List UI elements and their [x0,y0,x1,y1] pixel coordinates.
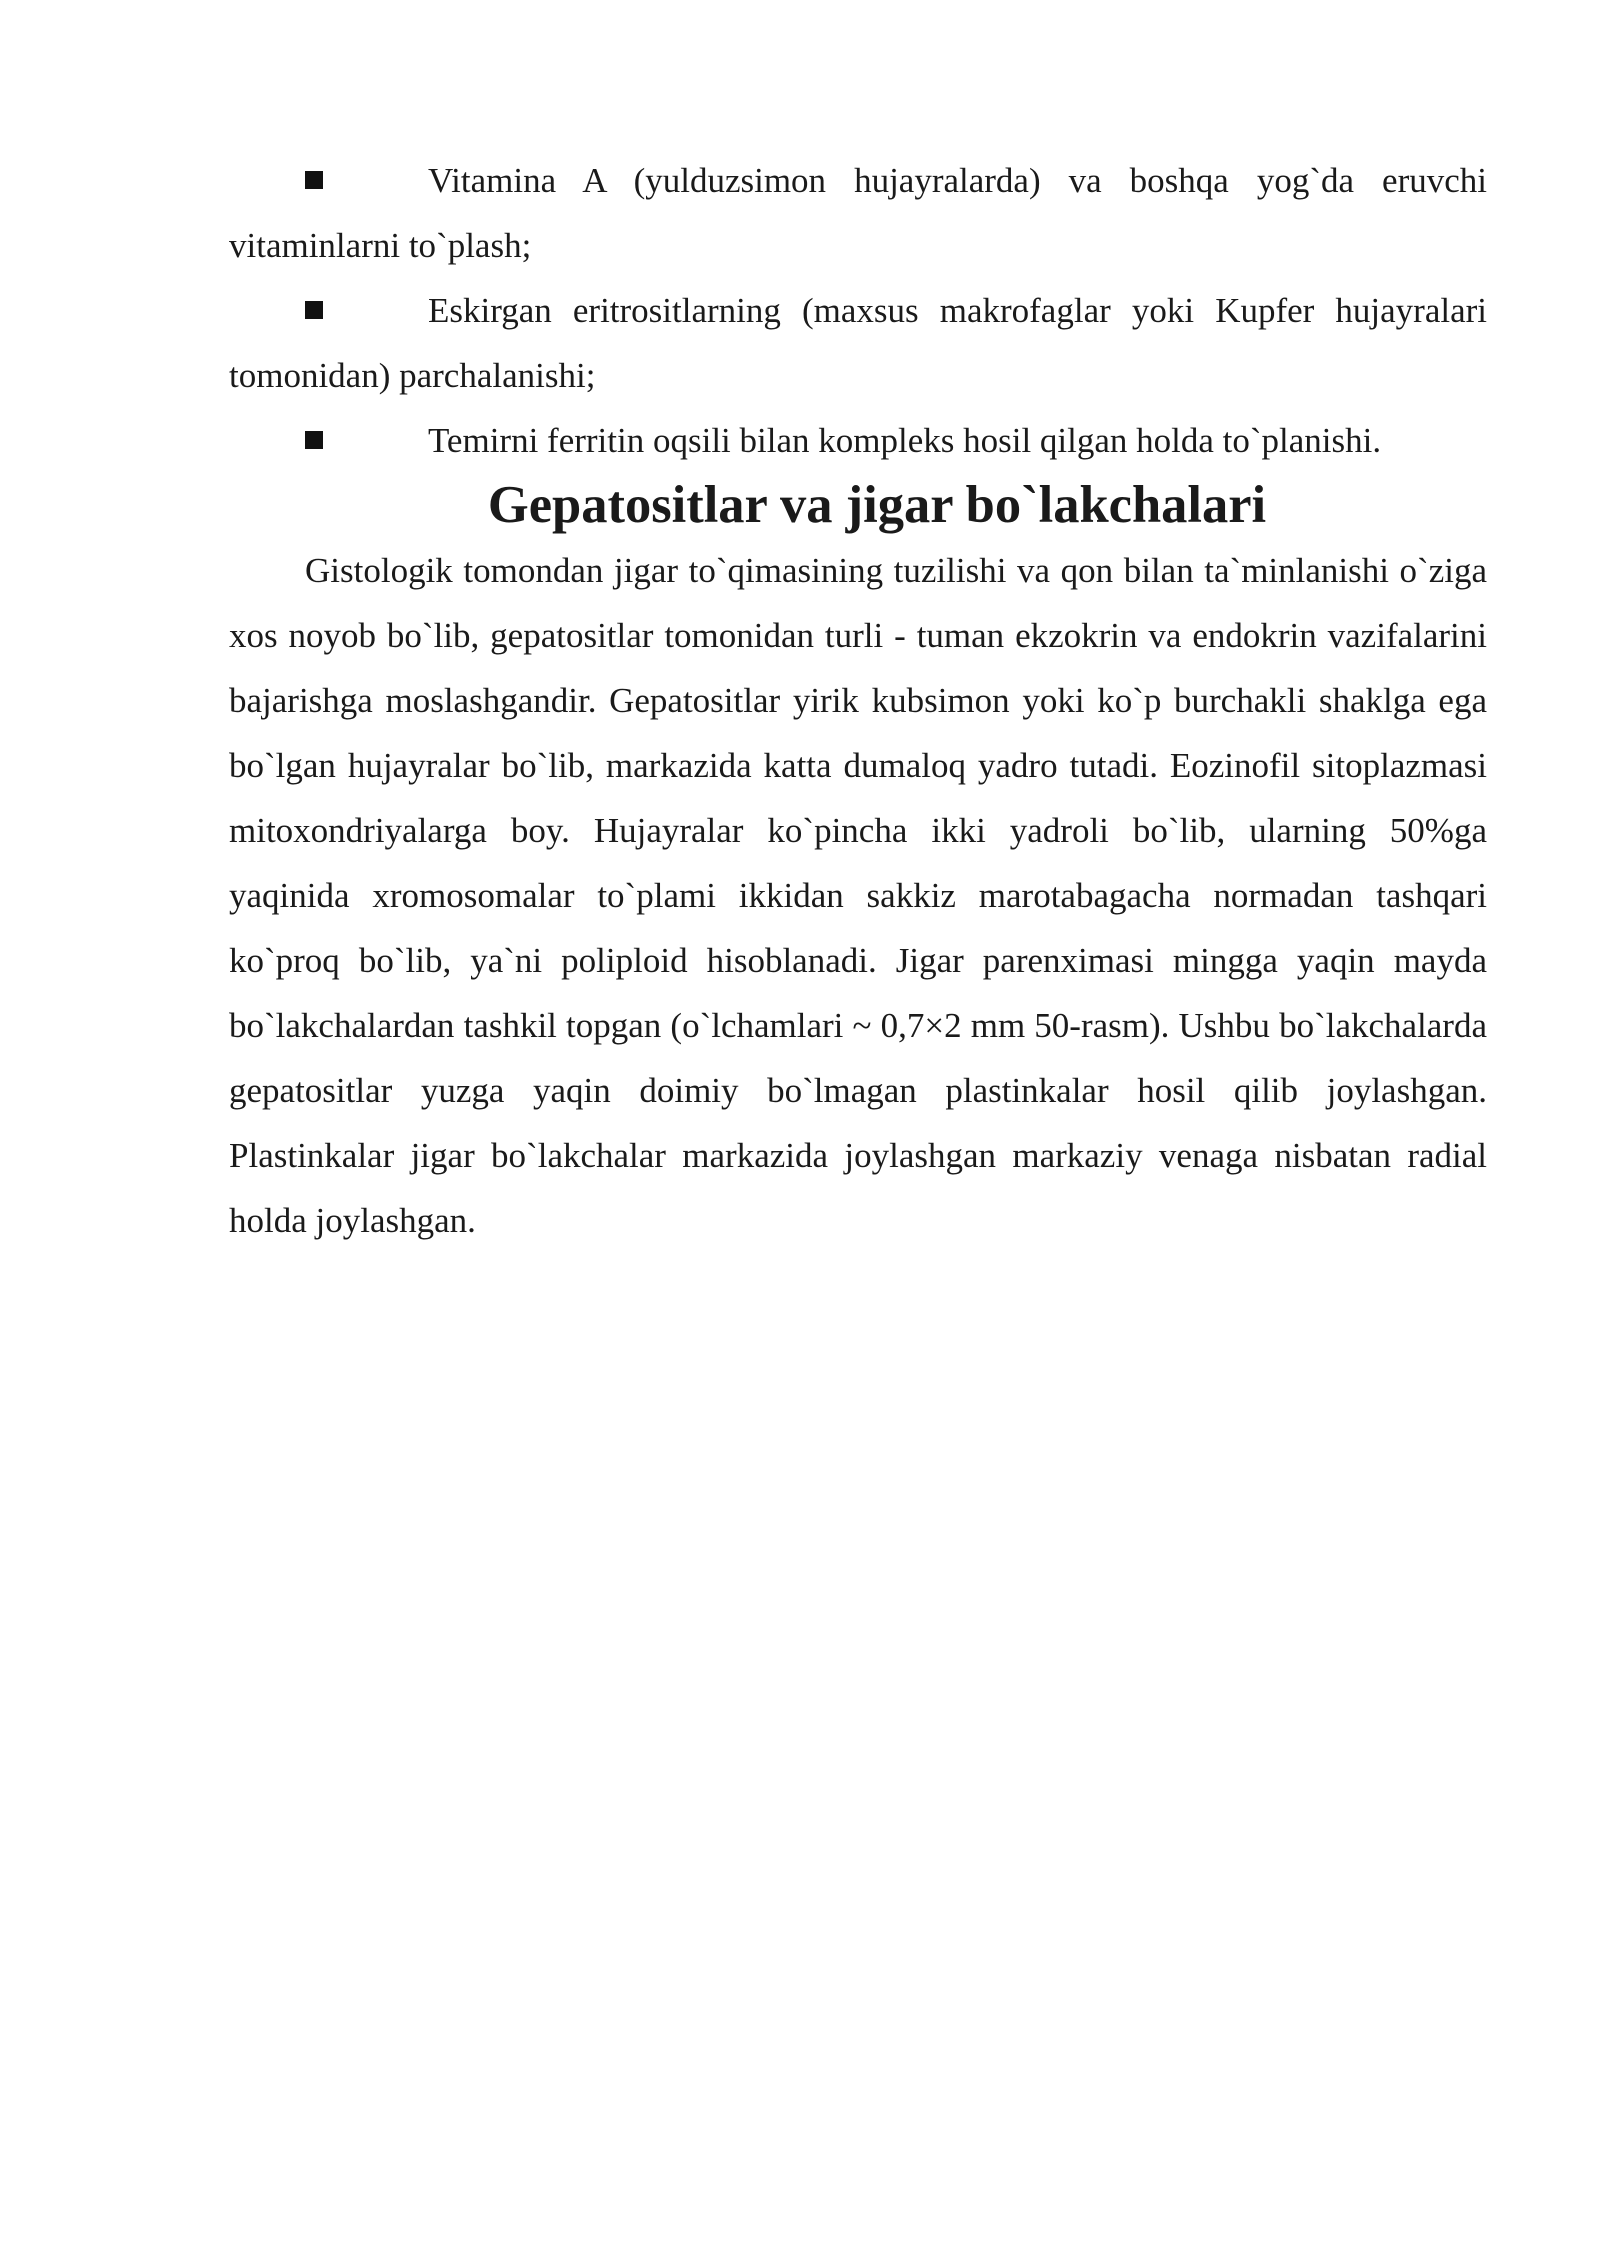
list-item-text: Vitamina A (yulduzsimon hujayralarda) va boshqa yog`da eruvchi vitaminlarni to`plash; [229,161,1487,265]
square-bullet-icon [305,301,323,319]
page-content [229,148,1487,1253]
square-bullet-icon [305,171,323,189]
list-item-text: Eskirgan eritrositlarning (maxsus makrofaglar yoki Kupfer hujayralari tomonidan) parchalanishi; [229,291,1487,395]
list-item-text: Temirni ferritin oqsili bilan kompleks hosil qilgan holda to`planishi. [428,421,1382,460]
section-heading: Gepatositlar va jigar bo`lakchalari [487,476,1267,534]
body-paragraph: Gistologik tomondan jigar to`qimasining tuzilishi va qon bilan ta`minlanishi o`ziga xos noyob bo`lib, gepatositlar tomonidan turli - tuman ekzokrin va endokrin vazifalarini bajarishga moslashgandir. Gepatositlar yirik kubsimon yoki ko`p burchakli shaklga ega bo`lgan hujayralar bo`lib, markazida katta dumaloq yadro tutadi. Eozinofil sitoplazmasi mitoxondriyalarga boy. Hujayralar ko`pincha ikki yadroli bo`lib, ularning 50%ga yaqinida xromosomalar to`plami ikkidan sakkiz marotabagacha normadan tashqari ko`proq bo`lib, ya`ni poliploid hisoblanadi. Jigar parenximasi mingga yaqin mayda bo`lakchalardan tashkil topgan (o`lchamlari ~ 0,7×2 mm 50-rasm). Ushbu bo`lakchalarda gepatositlar yuzga yaqin doimiy bo`lmagan plastinkalar hosil qilib joylashgan. Plastinkalar jigar bo`lakchalar markazida joylashgan markaziy venaga nisbatan radial holda joylashgan. [229,551,1487,1240]
list-item [229,148,1487,278]
square-bullet-icon [305,431,323,449]
list-item [229,408,1487,473]
list-item [229,278,1487,408]
